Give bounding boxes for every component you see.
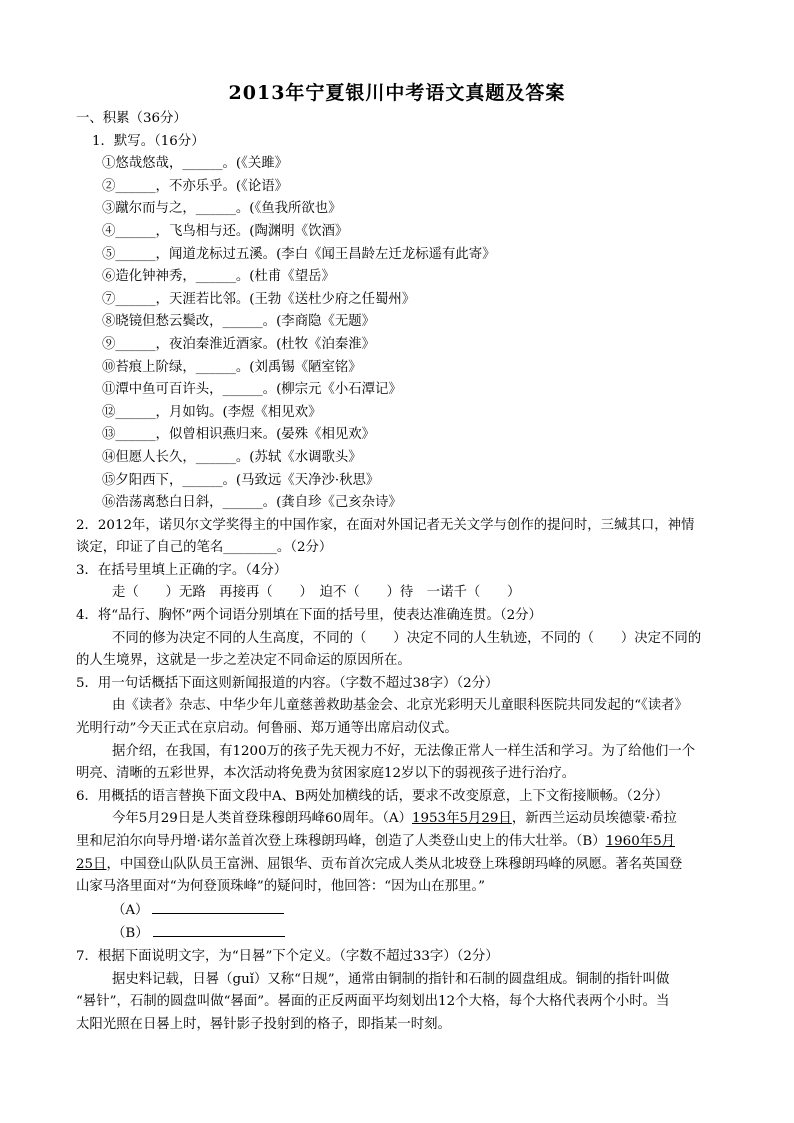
recite-item: ⑧晓镜但愁云鬓改，______。(李商隐《无题》 (102, 314, 376, 330)
recite-item: ⑪潭中鱼可百许头，______。(柳宗元《小石潭记》 (102, 382, 402, 398)
question-4-line: 的人生境界，这就是一步之差决定不同命运的原因所在。 (76, 653, 411, 669)
news-paragraph-line: 明亮、清晰的五彩世界，本次活动将免费为贫困家庭12岁以下的弱视孩子进行治疗。 (76, 766, 576, 782)
answer-label: （A） (112, 902, 149, 918)
passage-text: ，中国登山队队员王富洲、屈银华、贡布首次完成人类从北坡登上珠穆朗玛峰的夙愿。著名英国登 (106, 856, 683, 872)
passage-line (76, 854, 722, 877)
question-4-header: 4．将“品行、胸怀”两个词语分别填在下面的括号里，使表达准确连贯。（2分） (76, 608, 542, 624)
recite-item: ⑦______，天涯若比邻。(王勃《送杜少府之任蜀州》 (102, 291, 416, 307)
question-3-body: 走（ ）无路 再接再（ ） 迫不（ ）待 一诺千（ ） (112, 585, 521, 601)
underlined-phrase-b: 1960年5月 (605, 834, 676, 849)
underlined-phrase-b: 25日 (76, 856, 107, 872)
recite-item: ⑨______，夜泊秦淮近酒家。(杜牧《泊秦淮》 (102, 336, 376, 352)
passage-text: 里和尼泊尔向导丹增·诺尔盖首次登上珠穆朗玛峰，创造了人类登山史上的伟大壮举。（B） (76, 834, 606, 849)
passage-line (76, 831, 722, 854)
section-heading: 一、积累（36分） (76, 111, 187, 126)
passage-line: 太阳光照在日晷上时，晷针影子投射到的格子，即指某一时刻。 (76, 1016, 451, 1032)
question-6-header: 6．用概括的语言替换下面文段中A、B两处加横线的话，要求不改变原意，上下文衔接顺畅。（2分） (76, 788, 669, 804)
recite-item: ④______，飞鸟相与还。(陶渊明《饮酒》 (102, 223, 349, 239)
recite-item: ②______，不亦乐乎。(《论语》 (102, 178, 288, 194)
answer-line-b (76, 922, 722, 946)
question-4-line: 不同的修为决定不同的人生高度，不同的（ ）决定不同的人生轨迹，不同的（ ）决定不同的 (112, 630, 702, 646)
answer-label: （B） (112, 926, 149, 942)
recite-item: ③蹴尔而与之，______。(《鱼我所欲也》 (102, 201, 342, 217)
passage-line: “晷针”，石制的圆盘叫做“晷面”。晷面的正反两面平均刻划出12个大格，每个大格代表两个小时。当 (76, 994, 670, 1010)
recite-item: ⑤______，闻道龙标过五溪。(李白《闻王昌龄左迁龙标遥有此寄》 (102, 246, 496, 262)
question-7-header: 7．根据下面说明文字，为“日晷”下个定义。（字数不超过33字）（2分） (76, 948, 499, 964)
question-2-line: 谈定，印证了自己的笔名________。（2分） (76, 540, 333, 556)
news-paragraph-line: 据介绍，在我国，有1200万的孩子先天视力不好，无法像正常人一样生活和学习。为了给他们一个 (112, 743, 696, 759)
question-5-header: 5．用一句话概括下面这则新闻报道的内容。（字数不超过38字）（2分） (76, 675, 499, 691)
passage-line (76, 808, 722, 831)
recite-item: ⑩苔痕上阶绿，______。(刘禹锡《陋室铭》 (102, 359, 362, 375)
answer-blank[interactable] (152, 899, 284, 914)
recite-item: ⑮夕阳西下，______。(马致远《天净沙·秋思》 (102, 472, 380, 488)
recite-item: ⑭但愿人长久，______。(苏轼《水调歌头》 (102, 449, 362, 465)
recite-item: ⑥造化钟神秀，______。(杜甫《望岳》 (102, 269, 335, 285)
answer-blank[interactable] (153, 922, 285, 937)
answer-line-a (76, 899, 722, 923)
passage-line: 据史料记载，日晷（guǐ）又称“日规”，通常由铜制的指针和石制的圆盘组成。铜制的指针叫做 (112, 971, 670, 987)
document-body (76, 108, 722, 1036)
underlined-phrase-a: 1953年5月29日 (412, 811, 512, 827)
page-title: 2013年宁夏银川中考语文真题及答案 (228, 82, 566, 104)
news-paragraph-line: 光明行动”今天正式在京启动。何鲁丽、郑万通等出席启动仪式。 (76, 721, 458, 737)
question-1-header: 1．默写。（16分） (92, 133, 205, 149)
question-2-line: 2．2012年，诺贝尔文学奖得主的中国作家，在面对外国记者无关文学与创作的提问时，三缄其口，神情 (76, 517, 695, 533)
passage-text: ，新西兰运动员埃德蒙·希拉 (511, 811, 677, 827)
question-3-header: 3．在括号里填上正确的字。（4分） (76, 562, 288, 578)
recite-item: ⑬______，似曾相识燕归来。(晏殊《相见欢》 (102, 427, 376, 443)
question-1-items (76, 153, 722, 515)
recite-item: ①悠哉悠哉，______。(《关雎》 (102, 156, 288, 172)
news-paragraph-line: 由《读者》杂志、中华少年儿童慈善救助基金会、北京光彩明天儿童眼科医院共同发起的“《读者》 (112, 698, 688, 714)
recite-item: ⑫______，月如钩。(李煜《相见欢》 (102, 404, 322, 420)
recite-item: ⑯浩荡离愁白日斜，______。(龚自珍《己亥杂诗》 (102, 495, 402, 511)
passage-text: 今年5月29日是人类首登珠穆朗玛峰60周年。（A） (112, 811, 412, 827)
passage-line: 山家马洛里面对“为何登顶珠峰”的疑问时，他回答：“因为山在那里。” (76, 879, 486, 895)
